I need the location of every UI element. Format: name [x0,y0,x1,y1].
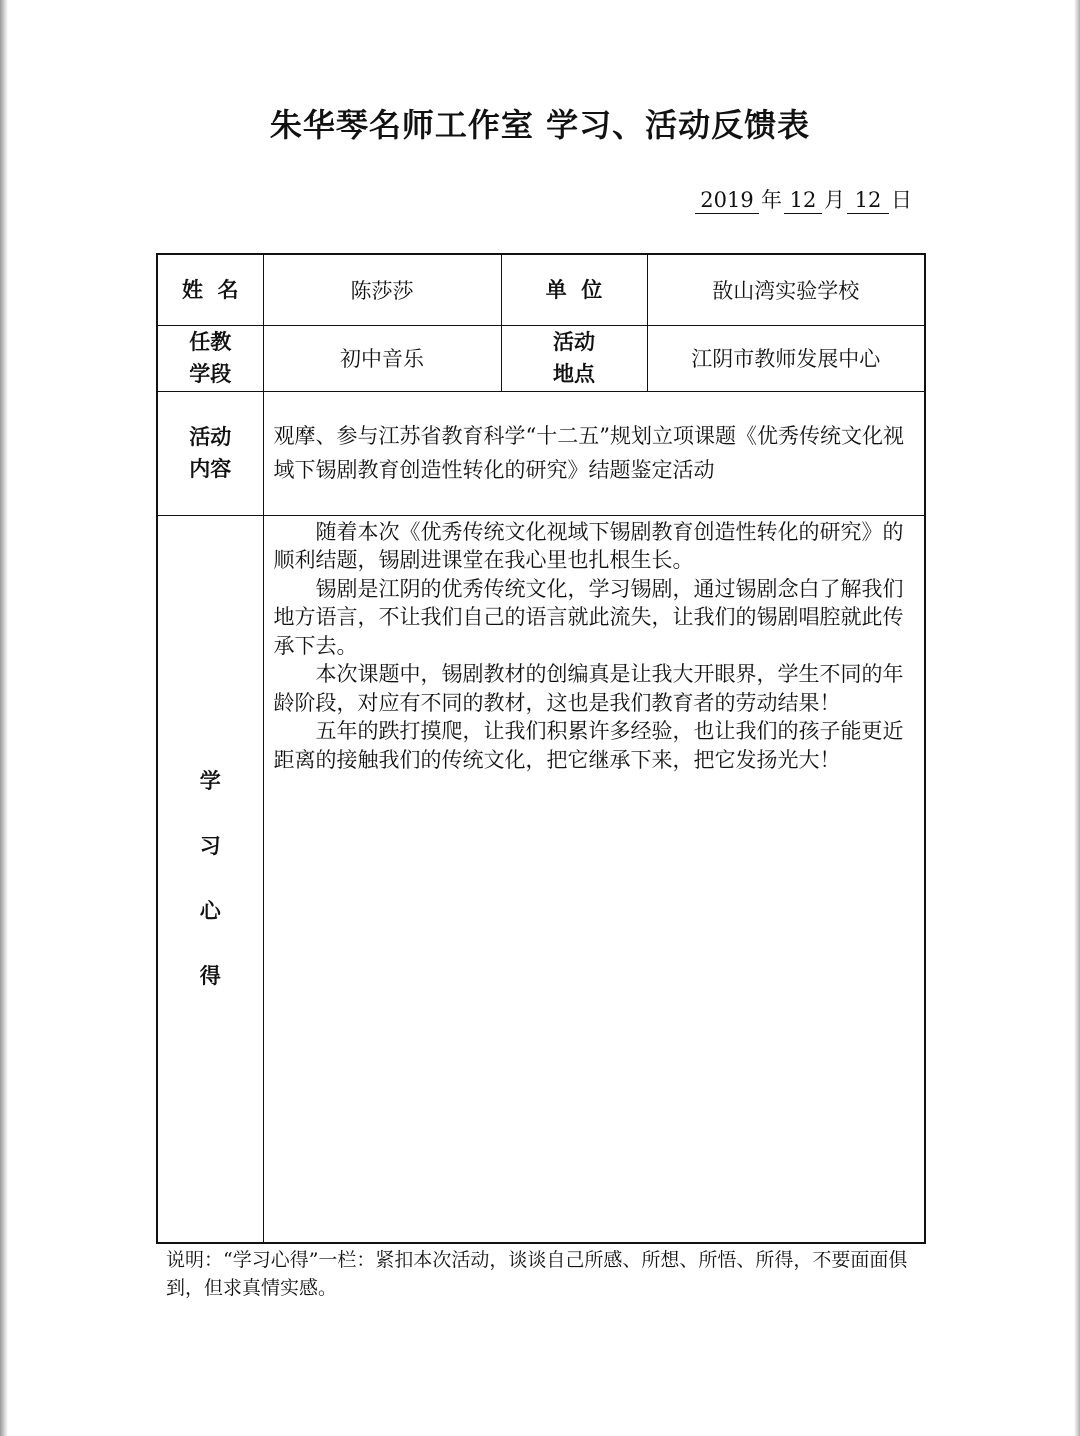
reflection-paragraph-4: 五年的跌打摸爬，让我们积累许多经验，也让我们的孩子能更近距离的接触我们的传统文化，把它继承下来，把它发扬光大！ [273,719,904,772]
page-edge-shadow-right [1074,0,1080,1436]
content-value: 观摩、参与江苏省教育科学“十二五”规划立项课题《优秀传统文化视域下锡剧教育创造性转化的研究》结题鉴定活动 [263,391,925,515]
row-stage-location [157,325,925,391]
name-label: 姓 名 [157,254,263,325]
content-label-line-1: 活动 [189,425,232,449]
content-label [157,391,263,515]
content-label-line-2: 内容 [189,457,232,481]
page-edge-shadow-left [0,0,8,1436]
row-reflection [157,515,925,1243]
row-activity-content [157,391,925,515]
date-month-label: 月 [824,188,845,212]
date-day-label: 日 [891,188,912,212]
date-month: 12 [784,187,822,214]
reflection-paragraph-2: 锡剧是江阴的优秀传统文化，学习锡剧，通过锡剧念白了解我们地方语言，不让我们自己的语言就此流失，让我们的锡剧唱腔就此传承下去。 [273,576,904,658]
reflection-label [157,515,263,1243]
stage-label-line-2: 学段 [189,362,232,386]
date-line [695,184,914,214]
name-value: 陈莎莎 [263,254,501,325]
reflection-paragraph-1: 随着本次《优秀传统文化视域下锡剧教育创造性转化的研究》的顺利结题，锡剧进课堂在我心里也扎根生长。 [273,519,904,572]
page-title: 朱华琴名师工作室 学习、活动反馈表 [269,106,811,144]
reflection-label-char-1: 学 [199,768,221,793]
unit-label: 单 位 [501,254,647,325]
location-value: 江阴市教师发展中心 [647,325,925,391]
feedback-form-table [156,253,926,1244]
reflection-text [263,515,925,1243]
date-year-label: 年 [761,188,782,212]
reflection-label-char-3: 心 [199,898,221,923]
location-label [501,325,647,391]
row-name-unit [157,254,925,325]
reflection-label-char-2: 习 [199,833,221,858]
location-label-line-1: 活动 [553,330,595,354]
date-year: 2019 [695,187,759,214]
date-day: 12 [847,187,889,214]
reflection-paragraph-3: 本次课题中，锡剧教材的创编真是让我大开眼界，学生不同的年龄阶段，对应有不同的教材，这也是我们教育者的劳动结果！ [273,662,904,715]
reflection-label-char-4: 得 [199,963,221,988]
unit-value: 敔山湾实验学校 [647,254,925,325]
stage-label [157,325,263,391]
stage-value: 初中音乐 [263,325,501,391]
footnote: 说明：“学习心得”一栏：紧扣本次活动，谈谈自己所感、所想、所悟、所得，不要面面俱到，但求真情实感。 [166,1249,908,1299]
stage-label-line-1: 任教 [189,330,232,354]
location-label-line-2: 地点 [553,362,595,386]
